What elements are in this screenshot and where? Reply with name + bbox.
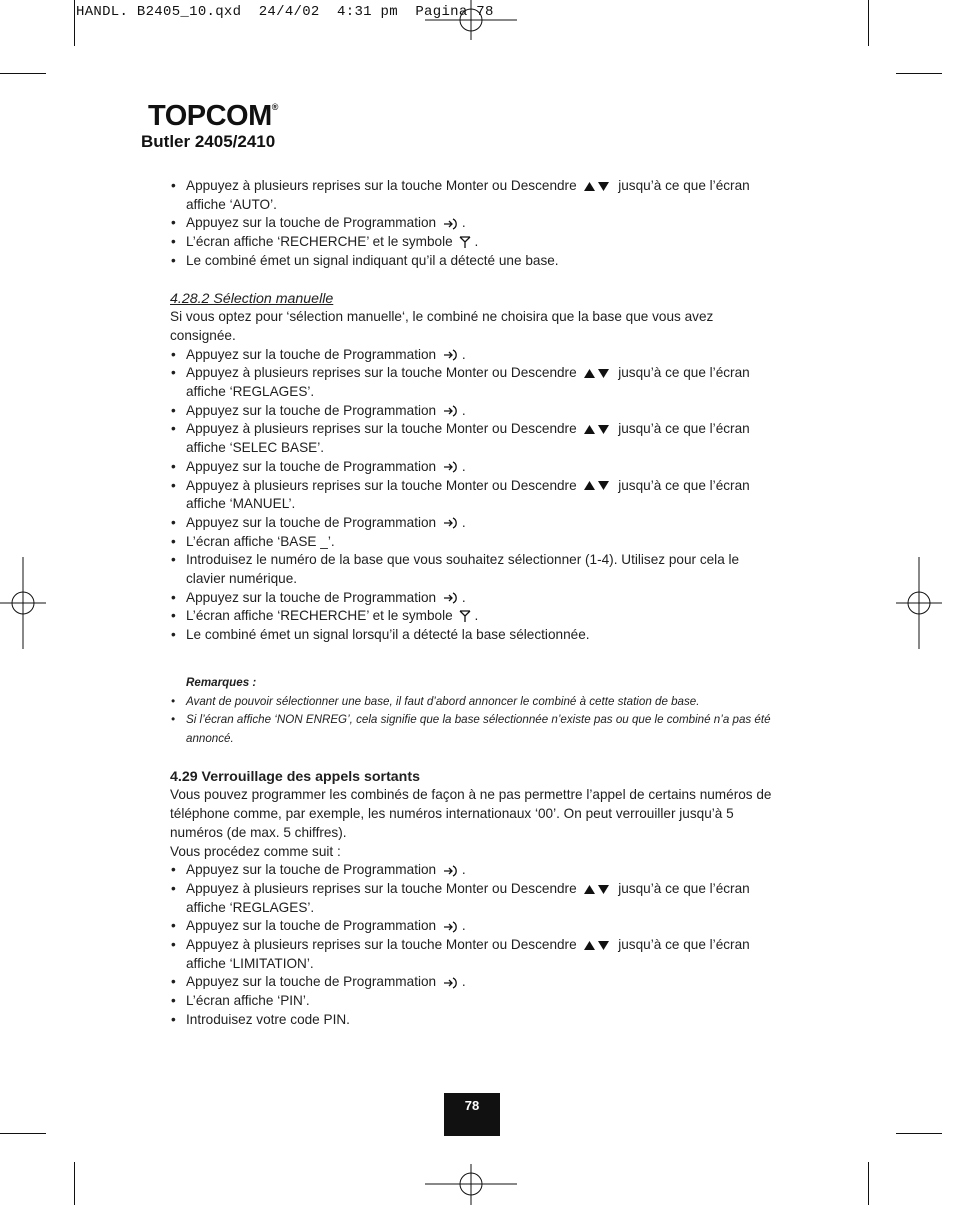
programming-key-icon xyxy=(443,405,459,417)
up-down-arrows-icon xyxy=(583,424,611,435)
programming-key-icon xyxy=(443,592,459,604)
crop-mark xyxy=(896,1133,942,1134)
list-item: • Appuyez sur la touche de Programmation . xyxy=(170,402,782,421)
up-down-arrows-icon xyxy=(583,884,611,895)
registration-mark-icon xyxy=(425,0,517,40)
list-item: • L’écran affiche ‘RECHERCHE’ et le symbole . xyxy=(170,607,782,626)
registration-mark-icon xyxy=(0,557,46,649)
brand-logo-text: TOPCOM xyxy=(148,100,272,132)
antenna-search-icon xyxy=(459,236,471,249)
registration-mark-icon xyxy=(896,557,942,649)
list-item: • Appuyez à plusieurs reprises sur la touche Monter ou Descendre jusqu’à ce que l’écran affiche ‘SELEC BASE’. xyxy=(170,420,782,457)
page-content xyxy=(170,177,782,1030)
list-item: • L’écran affiche ‘PIN’. xyxy=(170,992,782,1011)
auto-steps-list xyxy=(170,177,782,271)
list-item: • Le combiné émet un signal lorsqu’il a détecté la base sélectionnée. xyxy=(170,626,782,645)
print-slug: HANDL. B2405_10.qxd 24/4/02 4:31 pm Pagina 78 xyxy=(76,4,494,20)
up-down-arrows-icon xyxy=(583,940,611,951)
section-intro: Si vous optez pour ‘sélection manuelle‘, le combiné ne choisira que la base que vous avez consignée. xyxy=(170,309,714,343)
programming-key-icon xyxy=(443,517,459,529)
list-item: • Appuyez à plusieurs reprises sur la touche Monter ou Descendre jusqu’à ce que l’écran affiche ‘REGLAGES’. xyxy=(170,880,782,917)
section-intro: Vous pouvez programmer les combinés de façon à ne pas permettre l’appel de certains numéros de téléphone comme, par exemple, les numéros internationaux ‘00’. On peut verrouiller jusqu’à 5 numéros (de max. 5 chiffres). xyxy=(170,787,772,840)
list-item: • Appuyez sur la touche de Programmation . xyxy=(170,917,782,936)
registered-mark: ® xyxy=(271,102,278,112)
list-item: • L’écran affiche ‘BASE _’. xyxy=(170,533,782,552)
notes-list xyxy=(170,693,782,749)
list-item: • Si l’écran affiche ‘NON ENREG’, cela signifie que la base sélectionnée n’existe pas ou que le combiné n’a pas été annoncé. xyxy=(170,711,782,748)
up-down-arrows-icon xyxy=(583,480,611,491)
brand-logo xyxy=(148,100,278,133)
list-item: • Appuyez à plusieurs reprises sur la touche Monter ou Descendre jusqu’à ce que l’écran affiche ‘LIMITATION’. xyxy=(170,936,782,973)
list-item: • Appuyez sur la touche de Programmation . xyxy=(170,458,782,477)
crop-mark xyxy=(868,1162,869,1205)
list-item: • Appuyez sur la touche de Programmation . xyxy=(170,346,782,365)
programming-key-icon xyxy=(443,218,459,230)
section-intro: Vous procédez comme suit : xyxy=(170,843,341,859)
registration-mark-icon xyxy=(425,1164,517,1205)
crop-mark xyxy=(868,0,869,46)
up-down-arrows-icon xyxy=(583,368,611,379)
list-item: • Appuyez sur la touche de Programmation . xyxy=(170,214,782,233)
page-number: 78 xyxy=(444,1093,500,1136)
list-item: • Appuyez à plusieurs reprises sur la touche Monter ou Descendre jusqu’à ce que l’écran affiche ‘AUTO’. xyxy=(170,177,782,214)
list-item: • Appuyez à plusieurs reprises sur la touche Monter ou Descendre jusqu’à ce que l’écran affiche ‘REGLAGES’. xyxy=(170,364,782,401)
programming-key-icon xyxy=(443,977,459,989)
section-heading: 4.29 Verrouillage des appels sortants xyxy=(170,768,420,785)
programming-key-icon xyxy=(443,921,459,933)
list-item: • Appuyez sur la touche de Programmation . xyxy=(170,514,782,533)
crop-mark xyxy=(0,73,46,74)
crop-mark xyxy=(0,1133,46,1134)
list-item: • Avant de pouvoir sélectionner une base, il faut d’abord annoncer le combiné à cette station de base. xyxy=(170,693,782,712)
list-item: • Appuyez sur la touche de Programmation . xyxy=(170,861,782,880)
call-barring-steps-list xyxy=(170,861,782,1029)
crop-mark xyxy=(896,73,942,74)
model-title: Butler 2405/2410 xyxy=(141,132,276,151)
programming-key-icon xyxy=(443,461,459,473)
notes-heading: Remarques : xyxy=(186,675,257,689)
section-heading: 4.28.2 Sélection manuelle xyxy=(170,290,334,307)
antenna-search-icon xyxy=(459,610,471,623)
list-item: • Appuyez sur la touche de Programmation . xyxy=(170,589,782,608)
list-item: • Appuyez sur la touche de Programmation . xyxy=(170,973,782,992)
programming-key-icon xyxy=(443,349,459,361)
list-item: • Introduisez le numéro de la base que vous souhaitez sélectionner (1-4). Utilisez pour cela le clavier numérique. xyxy=(170,551,782,588)
crop-mark xyxy=(74,0,75,46)
crop-mark xyxy=(74,1162,75,1205)
list-item: • Le combiné émet un signal indiquant qu’il a détecté une base. xyxy=(170,252,782,271)
manual-selection-steps-list xyxy=(170,346,782,645)
list-item: • Introduisez votre code PIN. xyxy=(170,1011,782,1030)
list-item: • L’écran affiche ‘RECHERCHE’ et le symbole . xyxy=(170,233,782,252)
list-item: • Appuyez à plusieurs reprises sur la touche Monter ou Descendre jusqu’à ce que l’écran affiche ‘MANUEL’. xyxy=(170,477,782,514)
programming-key-icon xyxy=(443,865,459,877)
up-down-arrows-icon xyxy=(583,181,611,192)
